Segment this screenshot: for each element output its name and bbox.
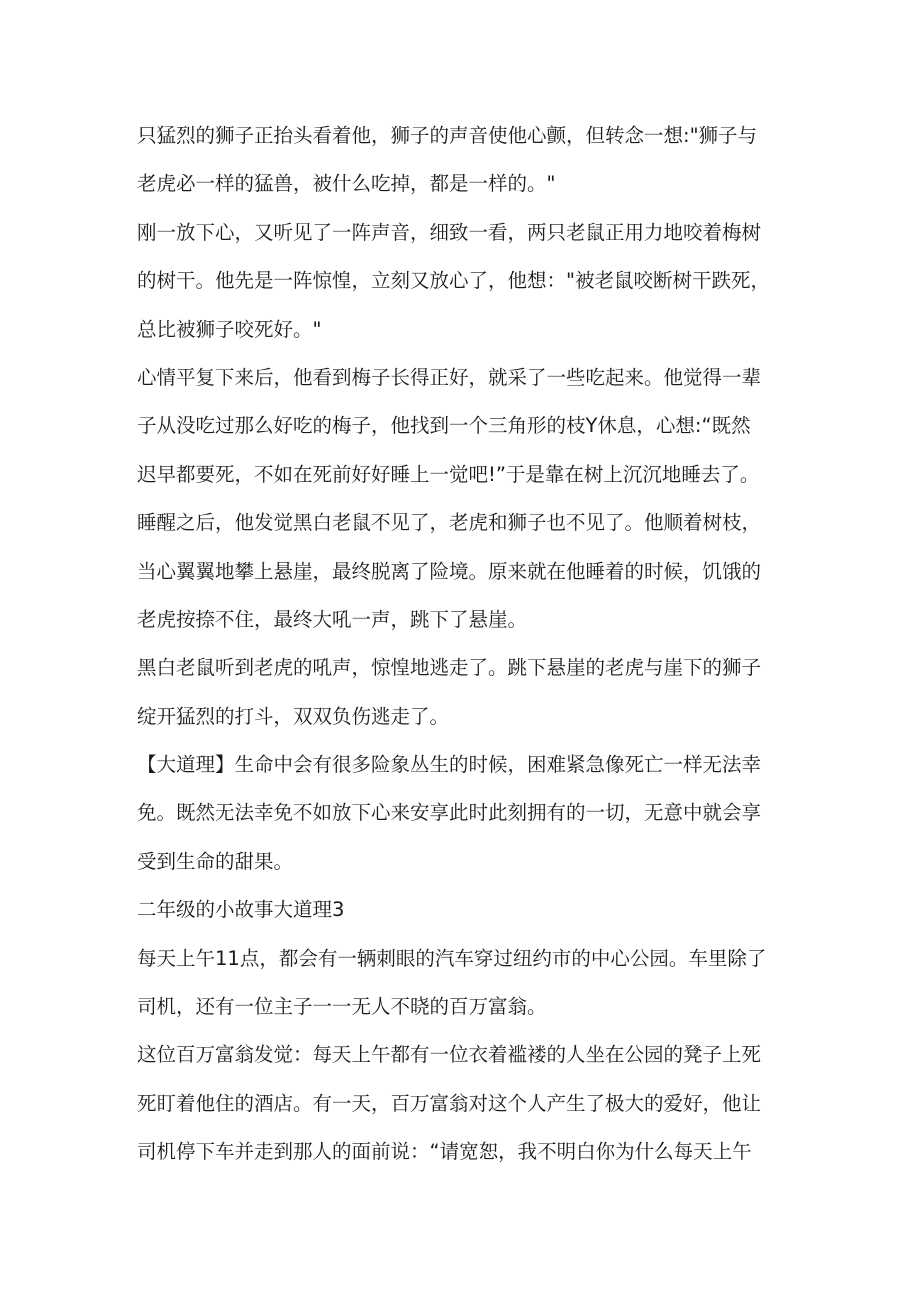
text-line: 的树干。他先是一阵惊惶，立刻又放心了，他想："被老鼠咬断树干跌死，	[137, 269, 770, 293]
document-body	[137, 112, 797, 1177]
text-line: 【大道理】生命中会有很多险象丛生的时候，困难紧急像死亡一样无法幸	[137, 753, 762, 777]
heading-line: 二年级的小故事大道理3	[137, 898, 345, 922]
section-heading	[137, 886, 797, 934]
text-line: 这位百万富翁发觉：每天上午都有一位衣着褴褛的人坐在公园的凳子上死	[137, 1043, 762, 1067]
moral-paragraph	[137, 741, 797, 886]
text-line: 只猛烈的狮子正抬头看着他，狮子的声音使他心颤，但转念一想:"狮子与	[137, 124, 758, 147]
paragraph	[137, 209, 797, 354]
text-line: 免。既然无法幸免不如放下心来安享此时此刻拥有的一切，无意中就会享	[137, 801, 762, 825]
text-line: 刚一放下心，又听见了一阵声音，细致一看，两只老鼠正用力地咬着梅树	[137, 220, 762, 244]
text-line: 当心翼翼地攀上悬崖，最终脱离了险境。原来就在他睡着的时候，饥饿的	[137, 559, 762, 583]
text-line: 黑白老鼠听到老虎的吼声，惊惶地逃走了。跳下悬崖的老虎与崖下的狮子	[137, 656, 762, 680]
paragraph	[137, 935, 797, 1032]
text-line: 总比被狮子咬死好。"	[137, 317, 322, 341]
text-line: 心情平复下来后，他看到梅子长得正好，就采了一些吃起来。他觉得一辈	[137, 365, 762, 389]
text-line: 司机，还有一位主子一一无人不晓的百万富翁。	[137, 995, 547, 1019]
text-line: 子从没吃过那么好吃的梅子，他找到一个三角形的枝Y休息，心想:“既然	[137, 414, 751, 438]
paragraph	[137, 354, 797, 499]
paragraph	[137, 1031, 797, 1176]
paragraph	[137, 644, 797, 741]
text-line: 受到生命的甜果。	[137, 849, 294, 873]
text-line: 绽开猛烈的打斗，双双负伤逃走了。	[137, 704, 450, 728]
paragraph	[137, 499, 797, 644]
text-line: 迟早都要死，不如在死前好好睡上一觉吧!”于是靠在树上沉沉地睡去了。	[137, 462, 760, 486]
text-line: 老虎必一样的猛兽，被什么吃掉，都是一样的。"	[137, 172, 556, 196]
text-line: 老虎按捺不住，最终大吼一声，跳下了悬崖。	[137, 607, 528, 631]
text-line: 死盯着他住的酒店。有一天，百万富翁对这个人产生了极大的爱好，他让	[137, 1091, 762, 1115]
text-line: 司机停下车并走到那人的面前说：“请宽恕，我不明白你为什么每天上午	[137, 1140, 752, 1164]
text-line: 每天上午11点，都会有一辆刺眼的汽车穿过纽约市的中心公园。车里除了	[137, 946, 767, 970]
text-line: 睡醒之后，他发觉黑白老鼠不见了，老虎和狮子也不见了。他顺着树枝，	[137, 511, 762, 535]
paragraph	[137, 112, 797, 209]
